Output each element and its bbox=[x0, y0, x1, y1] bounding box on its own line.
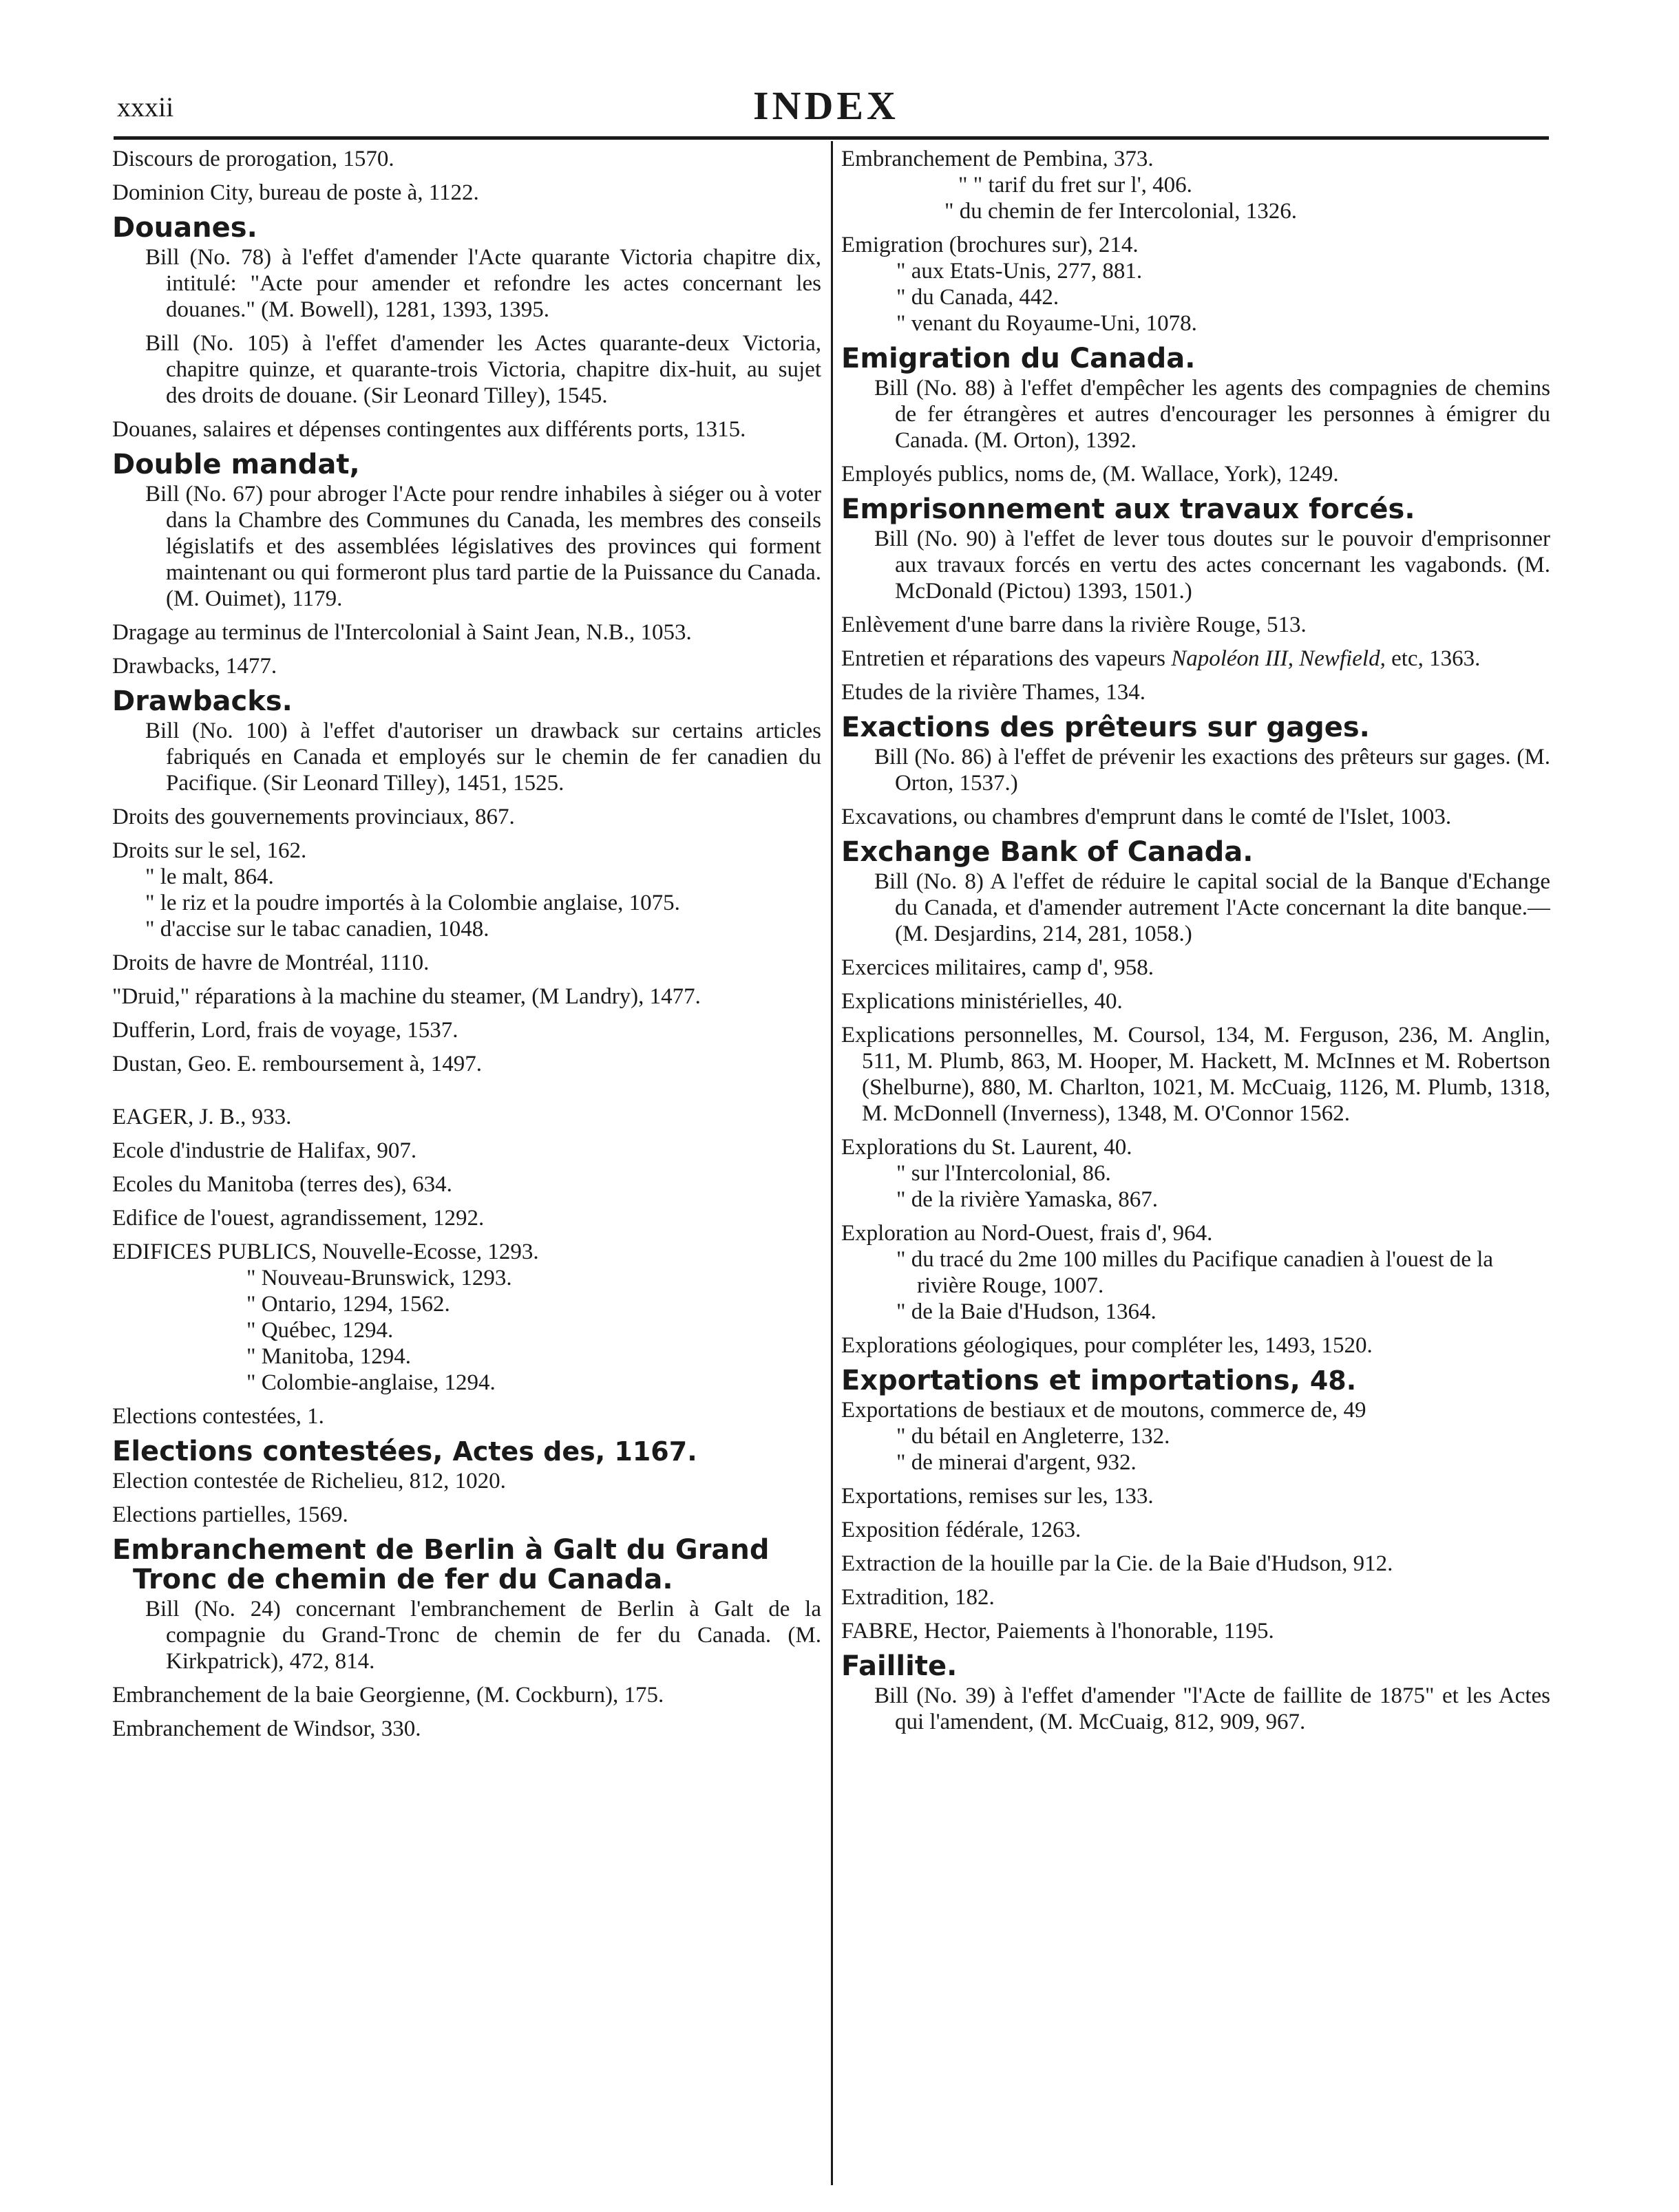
header-rule bbox=[114, 136, 1549, 140]
index-entry: Explorations du St. Laurent, 40. " sur l'Intercolonial, 86. " de la rivière Yamaska, 867. bbox=[841, 1135, 1159, 1212]
section-heading: Elections contestées, Actes des, 1167. bbox=[112, 1436, 697, 1467]
bill-entry: Bill (No. 24) concernant l'embranchement de Berlin à Galt de la compagnie du Grand-Tronc de chemin de fer du Canada. (M. Kirkpatrick), 472, 814. bbox=[145, 1597, 821, 1674]
index-entry: Exportations, remises sur les, 133. bbox=[841, 1484, 1154, 1509]
index-entry: Droits sur le sel, 162. " le malt, 864. " le riz et la poudre importés à la Colombie anglaise, 1075. " d'accise sur le tabac canadien, 1048. bbox=[112, 838, 680, 942]
section-heading: Exactions des prêteurs sur gages. bbox=[841, 712, 1370, 743]
section-heading: Double mandat, bbox=[112, 449, 360, 480]
index-entry: Douanes, salaires et dépenses contingentes aux différents ports, 1315. bbox=[112, 417, 746, 442]
index-entry: Exploration au Nord-Ouest, frais d', 964. " du tracé du 2me 100 milles du Pacifique canadien à l'ouest de la rivière Rouge, 1007. " de la Baie d'Hudson, 1364. bbox=[841, 1221, 1494, 1324]
index-entry: Elections contestées, 1. bbox=[112, 1404, 324, 1429]
index-entry: Extraction de la houille par la Cie. de la Baie d'Hudson, 912. bbox=[841, 1551, 1393, 1576]
index-entry: Elections partielles, 1569. bbox=[112, 1502, 348, 1527]
bill-entry: Bill (No. 90) à l'effet de lever tous doutes sur le pouvoir d'emprisonner aux travaux forcés en vertu des actes concernant les vagabonds. (M. McDonald (Pictou) 1393, 1501.) bbox=[874, 527, 1550, 604]
column-divider bbox=[831, 141, 833, 2185]
page-number: xxxii bbox=[117, 92, 174, 123]
index-entry: Ecole d'industrie de Halifax, 907. bbox=[112, 1138, 417, 1163]
bill-entry: Bill (No. 67) pour abroger l'Acte pour rendre inhabiles à siéger ou à voter dans la Chambre des Communes du Canada, les membres des conseils législatifs et des assemblées législatives des provinces qui forment maintenant ou qui formeront plus tard partie de la Puissance du Canada. (M. Ouimet), 1179. bbox=[145, 482, 821, 611]
bill-entry: Bill (No. 105) à l'effet d'amender les Actes quarante-deux Victoria, chapitre quinze, et quarante-trois Victoria, chapitre dix-huit, au sujet des droits de douane. (Sir Leonard Tilley), 1545. bbox=[145, 331, 821, 408]
index-entry: Embranchement de la baie Georgienne, (M. Cockburn), 175. bbox=[112, 1683, 664, 1708]
index-entry: Drawbacks, 1477. bbox=[112, 654, 277, 679]
index-entry: Employés publics, noms de, (M. Wallace, York), 1249. bbox=[841, 462, 1339, 487]
index-entry: Embranchement de Pembina, 373. " " tarif du fret sur l', 406. " du chemin de fer Intercolonial, 1326. bbox=[841, 147, 1297, 224]
section-heading: Drawbacks. bbox=[112, 685, 293, 717]
index-entry: Explications ministérielles, 40. bbox=[841, 989, 1123, 1014]
page-header bbox=[110, 83, 1542, 131]
index-entry: Entretien et réparations des vapeurs Napoléon III, Newfield, etc, 1363. bbox=[841, 646, 1481, 671]
index-entry: Exposition fédérale, 1263. bbox=[841, 1518, 1081, 1542]
bill-entry: Bill (No. 39) à l'effet d'amender "l'Acte de faillite de 1875" et les Actes qui l'amendent, (M. McCuaig, 812, 909, 967. bbox=[874, 1683, 1550, 1734]
index-entry: EAGER, J. B., 933. bbox=[112, 1105, 292, 1129]
section-heading: Exportations et importations, 48. bbox=[841, 1365, 1357, 1396]
index-entry: Dominion City, bureau de poste à, 1122. bbox=[112, 180, 479, 205]
section-heading: Emprisonnement aux travaux forcés. bbox=[841, 493, 1415, 525]
index-entry: Election contestée de Richelieu, 812, 1020. bbox=[112, 1469, 506, 1493]
bill-entry: Bill (No. 86) à l'effet de prévenir les exactions des prêteurs sur gages. (M. Orton, 1537.) bbox=[874, 745, 1550, 796]
bill-entry: Bill (No. 88) à l'effet d'empêcher les agents des compagnies de chemins de fer étrangères et autres d'encourager les personnes à émigrer du Canada. (M. Orton), 1392. bbox=[874, 376, 1550, 453]
index-entry: Dufferin, Lord, frais de voyage, 1537. bbox=[112, 1018, 458, 1043]
bill-entry: Bill (No. 78) à l'effet d'amender l'Acte quarante Victoria chapitre dix, intitulé: "Acte pour amender et refondre les actes concernant les douanes." (M. Bowell), 1281, 1393, 1395. bbox=[145, 245, 821, 322]
section-heading: Faillite. bbox=[841, 1650, 958, 1682]
index-entry: Explorations géologiques, pour compléter les, 1493, 1520. bbox=[841, 1333, 1373, 1358]
index-entry: Dustan, Geo. E. remboursement à, 1497. bbox=[112, 1052, 483, 1076]
index-entry: FABRE, Hector, Paiements à l'honorable, 1195. bbox=[841, 1619, 1274, 1644]
index-entry: EDIFICES PUBLICS, Nouvelle-Ecosse, 1293. " Nouveau-Brunswick, 1293. " Ontario, 1294, 1562. " Québec, 1294. " Manitoba, 1294. " Colombie-anglaise, 1294. bbox=[112, 1240, 539, 1395]
section-heading: Douanes. bbox=[112, 212, 257, 244]
index-entry: Ecoles du Manitoba (terres des), 634. bbox=[112, 1172, 452, 1197]
right-column bbox=[841, 146, 1550, 2183]
index-entry: Exportations de bestiaux et de moutons, commerce de, 49 " du bétail en Angleterre, 132. " de minerai d'argent, 932. bbox=[841, 1398, 1366, 1475]
index-entry: Emigration (brochures sur), 214. " aux Etats-Unis, 277, 881. " du Canada, 442. " venant du Royaume-Uni, 1078. bbox=[841, 233, 1197, 336]
section-heading: Embranchement de Berlin à Galt du Grand Tronc de chemin de fer du Canada. bbox=[112, 1534, 770, 1595]
index-entry: Etudes de la rivière Thames, 134. bbox=[841, 680, 1146, 705]
bill-entry: Bill (No. 8) A l'effet de réduire le capital social de la Banque d'Echange du Canada, et d'amender autrement l'Acte concernant la dite banque.—(M. Desjardins, 214, 281, 1058.) bbox=[874, 869, 1550, 946]
index-entry: Explications personnelles, M. Coursol, 134, M. Ferguson, 236, M. Anglin, 511, M. Plumb, 863, M. Hooper, M. Hackett, M. McInnes et M. Robertson (Shelburne), 880, M. Charlton, 1021, M. McCuaig, 1126, M. Plumb, 1318, M. McDonnell (Inverness), 1348, M. O'Connor 1562. bbox=[841, 1023, 1550, 1126]
index-entry: Enlèvement d'une barre dans la rivière Rouge, 513. bbox=[841, 613, 1307, 637]
index-entry: Droits de havre de Montréal, 1110. bbox=[112, 950, 430, 975]
index-entry: Embranchement de Windsor, 330. bbox=[112, 1716, 421, 1741]
bill-entry: Bill (No. 100) à l'effet d'autoriser un drawback sur certains articles fabriqués en Canada et employés sur le chemin de fer canadien du Pacifique. (Sir Leonard Tilley), 1451, 1525. bbox=[145, 719, 821, 796]
index-entry: Exercices militaires, camp d', 958. bbox=[841, 955, 1154, 980]
index-entry: Discours de prorogation, 1570. bbox=[112, 147, 394, 171]
left-column bbox=[112, 146, 821, 2183]
section-heading: Exchange Bank of Canada. bbox=[841, 836, 1254, 868]
section-heading: Emigration du Canada. bbox=[841, 343, 1196, 374]
page-title: INDEX bbox=[753, 83, 899, 128]
index-entry: Dragage au terminus de l'Intercolonial à Saint Jean, N.B., 1053. bbox=[112, 620, 692, 645]
index-entry: Extradition, 182. bbox=[841, 1585, 995, 1610]
index-entry: "Druid," réparations à la machine du steamer, (M Landry), 1477. bbox=[112, 984, 701, 1009]
index-entry: Edifice de l'ouest, agrandissement, 1292. bbox=[112, 1206, 485, 1231]
index-entry: Droits des gouvernements provinciaux, 867. bbox=[112, 805, 515, 829]
index-entry: Excavations, ou chambres d'emprunt dans le comté de l'Islet, 1003. bbox=[841, 805, 1452, 829]
